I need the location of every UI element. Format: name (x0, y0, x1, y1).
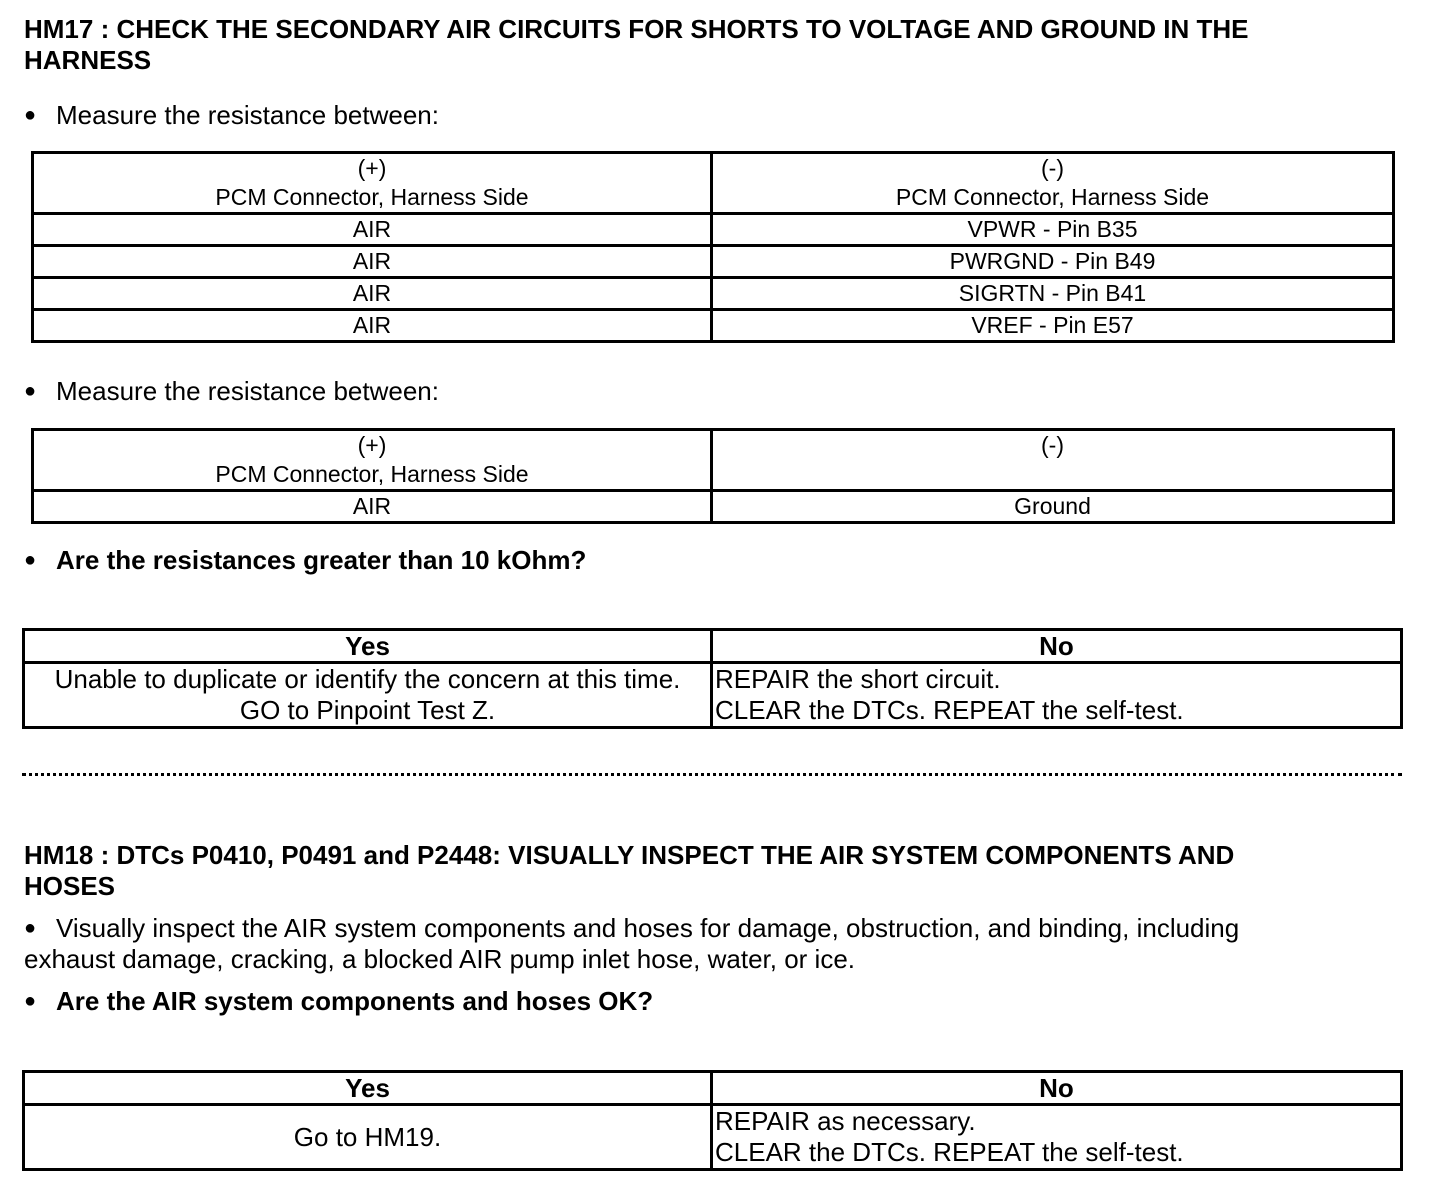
cell-negative: Ground (712, 491, 1394, 523)
no-cell: REPAIR as necessary. CLEAR the DTCs. REPEAT the self-test. (712, 1105, 1402, 1170)
cell-positive: AIR (33, 278, 712, 310)
table-header-row (33, 430, 1394, 491)
decision-header-row (24, 1072, 1402, 1105)
no-header: No (712, 1072, 1402, 1105)
decision-row (24, 663, 1402, 728)
cell-negative: VPWR - Pin B35 (712, 214, 1394, 246)
cell-negative: VREF - Pin E57 (712, 310, 1394, 342)
no-header: No (712, 630, 1402, 663)
hm17-bullet-measure-1: ● Measure the resistance between: (24, 100, 439, 130)
hm18-question: ● Are the AIR system components and hoses OK? (24, 986, 654, 1016)
hm17-measure-table-1 (31, 151, 1395, 343)
cell-negative: PWRGND - Pin B49 (712, 246, 1394, 278)
table-row (33, 491, 1394, 523)
hm18-decision-table (22, 1070, 1403, 1171)
table-row (33, 278, 1394, 310)
bullet-icon: ● (24, 104, 37, 126)
table-row (33, 310, 1394, 342)
no-cell: REPAIR the short circuit. CLEAR the DTCs. REPEAT the self-test. (712, 663, 1402, 728)
bullet-icon: ● (24, 549, 37, 571)
cell-negative: SIGRTN - Pin B41 (712, 278, 1394, 310)
yes-cell: Unable to duplicate or identify the concern at this time. GO to Pinpoint Test Z. (24, 663, 712, 728)
bullet-icon: ● (24, 917, 37, 939)
cell-positive: AIR (33, 214, 712, 246)
hm17-question: ● Are the resistances greater than 10 kOhm? (24, 545, 587, 575)
cell-positive: AIR (33, 310, 712, 342)
hm18-title: HM18 : DTCs P0410, P0491 and P2448: VISUALLY INSPECT THE AIR SYSTEM COMPONENTS AND HOSES (24, 840, 1235, 901)
header-cell-negative: (-) (712, 430, 1394, 491)
header-cell-negative: (-) PCM Connector, Harness Side (712, 153, 1394, 214)
decision-header-row (24, 630, 1402, 663)
yes-header: Yes (24, 1072, 712, 1105)
hm18-bullet-inspect: ● Visually inspect the AIR system components and hoses for damage, obstruction, and binding, including exhaust damage, cracking, a blocked AIR pump inlet hose, water, or ice. (24, 913, 1240, 974)
table-header-row (33, 153, 1394, 214)
bullet-icon: ● (24, 990, 37, 1012)
cell-positive: AIR (33, 246, 712, 278)
cell-positive: AIR (33, 491, 712, 523)
table-row (33, 246, 1394, 278)
yes-cell: Go to HM19. (24, 1105, 712, 1170)
section-separator (22, 773, 1402, 776)
yes-header: Yes (24, 630, 712, 663)
bullet-icon: ● (24, 380, 37, 402)
hm17-decision-table (22, 628, 1403, 729)
hm17-title: HM17 : CHECK THE SECONDARY AIR CIRCUITS FOR SHORTS TO VOLTAGE AND GROUND IN THE HARNESS (24, 14, 1249, 75)
header-cell-positive: (+) PCM Connector, Harness Side (33, 153, 712, 214)
table-row (33, 214, 1394, 246)
hm17-bullet-measure-2: ● Measure the resistance between: (24, 376, 439, 406)
decision-row (24, 1105, 1402, 1170)
hm17-measure-table-2 (31, 428, 1395, 524)
header-cell-positive: (+) PCM Connector, Harness Side (33, 430, 712, 491)
